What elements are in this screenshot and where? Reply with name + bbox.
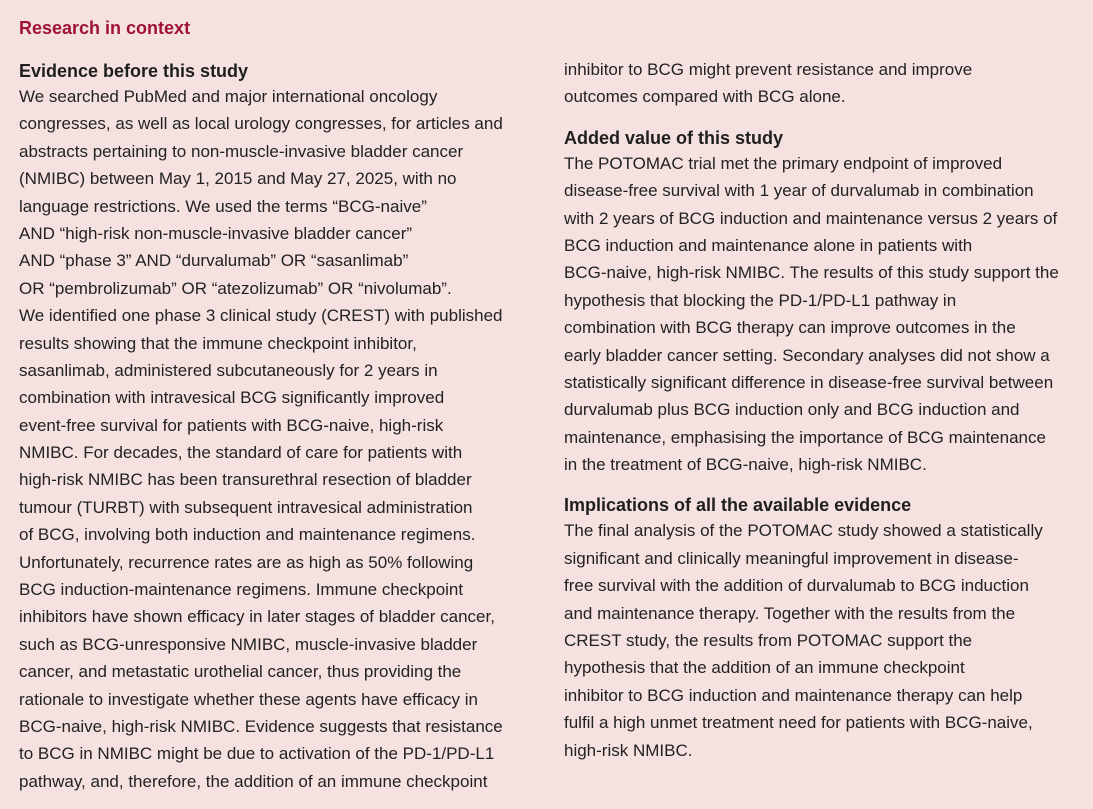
text-line: We searched PubMed and major international oncology bbox=[19, 87, 438, 106]
text-line: (NMIBC) between May 1, 2015 and May 27, 2025, with no bbox=[19, 169, 457, 189]
text-line: fulfil a high unmet treatment need for patients with BCG-naive, bbox=[564, 713, 1033, 733]
implications-body bbox=[564, 517, 1084, 764]
text-line: and maintenance therapy. Together with the results from the bbox=[564, 603, 1016, 623]
text-line: congresses, as well as local urology congresses, for articles and bbox=[19, 114, 503, 134]
evidence-before-heading: Evidence before this study bbox=[19, 61, 249, 81]
evidence-before-continuation bbox=[564, 56, 1084, 111]
text-line: outcomes compared with BCG alone. bbox=[564, 87, 846, 107]
text-line: combination with intravesical BCG significantly improved bbox=[19, 388, 445, 408]
evidence-before-body bbox=[19, 83, 544, 795]
text-line: BCG induction and maintenance alone in patients with bbox=[564, 235, 973, 255]
text-line: durvalumab plus BCG induction only and BCG induction and bbox=[564, 400, 1020, 420]
implications-heading: Implications of all the available evidence bbox=[564, 495, 912, 516]
text-line: combination with BCG therapy can improve outcomes in the bbox=[564, 318, 1016, 338]
panel-title: Research in context bbox=[19, 18, 191, 38]
text-line: language restrictions. We used the terms “BCG-naive” bbox=[19, 196, 427, 216]
text-line: OR “pembrolizumab” OR “atezolizumab” OR “nivolumab”. bbox=[19, 278, 452, 298]
text-line: The POTOMAC trial met the primary endpoint of improved bbox=[564, 153, 1003, 173]
text-line: disease-free survival with 1 year of durvalumab in combination bbox=[564, 181, 1034, 201]
text-line: AND “high-risk non-muscle-invasive bladder cancer” bbox=[19, 223, 413, 243]
text-line: early bladder cancer setting. Secondary analyses did not show a bbox=[564, 345, 1050, 365]
text-line: CREST study, the results from POTOMAC support the bbox=[564, 631, 973, 651]
text-line: inhibitor to BCG might prevent resistance and improve bbox=[564, 60, 973, 79]
text-line: sasanlimab, administered subcutaneously for 2 years in bbox=[19, 360, 438, 380]
text-line: cancer, and metastatic urothelial cancer, thus providing the bbox=[19, 662, 462, 682]
text-line: rationale to investigate whether these agents have efficacy in bbox=[19, 689, 478, 709]
text-line: with 2 years of BCG induction and maintenance versus 2 years of bbox=[564, 208, 1058, 228]
text-line: hypothesis that blocking the PD-1/PD-L1 pathway in bbox=[564, 290, 957, 310]
text-line: hypothesis that the addition of an immune checkpoint bbox=[564, 658, 965, 678]
text-line: such as BCG-unresponsive NMIBC, muscle-invasive bladder bbox=[19, 634, 478, 654]
text-line: results showing that the immune checkpoint inhibitor, bbox=[19, 333, 417, 353]
text-line: high-risk NMIBC. bbox=[564, 740, 693, 760]
text-line: significant and clinically meaningful improvement in disease- bbox=[564, 548, 1019, 568]
text-line: We identified one phase 3 clinical study (CREST) with published bbox=[19, 306, 503, 326]
text-line: BCG-naive, high-risk NMIBC. The results of this study support the bbox=[564, 263, 1059, 283]
text-line: BCG-naive, high-risk NMIBC. Evidence suggests that resistance bbox=[19, 716, 503, 736]
text-line: maintenance, emphasising the importance of BCG maintenance bbox=[564, 427, 1046, 447]
text-line: statistically significant difference in disease-free survival between bbox=[564, 372, 1054, 392]
text-line: BCG induction-maintenance regimens. Immune checkpoint bbox=[19, 580, 464, 600]
text-line: AND “phase 3” AND “durvalumab” OR “sasanlimab” bbox=[19, 251, 409, 271]
text-line: to BCG in NMIBC might be due to activation of the PD-1/PD-L1 bbox=[19, 744, 495, 764]
left-column bbox=[19, 59, 544, 795]
added-value-body bbox=[564, 150, 1084, 479]
text-line: pathway, and, therefore, the addition of an immune checkpoint bbox=[19, 771, 488, 791]
text-line: inhibitors have shown efficacy in later stages of bladder cancer, bbox=[19, 607, 495, 627]
right-column bbox=[564, 59, 1084, 764]
text-line: abstracts pertaining to non-muscle-invasive bladder cancer bbox=[19, 141, 464, 161]
added-value-heading: Added value of this study bbox=[564, 127, 784, 148]
text-line: Unfortunately, recurrence rates are as high as 50% following bbox=[19, 552, 474, 572]
text-line: of BCG, involving both induction and maintenance regimens. bbox=[19, 525, 476, 545]
text-line: in the treatment of BCG-naive, high-risk NMIBC. bbox=[564, 455, 927, 475]
text-line: NMIBC. For decades, the standard of care for patients with bbox=[19, 443, 463, 463]
text-line: inhibitor to BCG induction and maintenance therapy can help bbox=[564, 685, 1023, 705]
text-line: free survival with the addition of durvalumab to BCG induction bbox=[564, 576, 1029, 596]
text-line: The final analysis of the POTOMAC study showed a statistically bbox=[564, 521, 1043, 541]
text-line: high-risk NMIBC has been transurethral resection of bladder bbox=[19, 470, 472, 490]
text-line: event-free survival for patients with BCG-naive, high-risk bbox=[19, 415, 444, 435]
text-line: tumour (TURBT) with subsequent intravesical administration bbox=[19, 497, 473, 517]
